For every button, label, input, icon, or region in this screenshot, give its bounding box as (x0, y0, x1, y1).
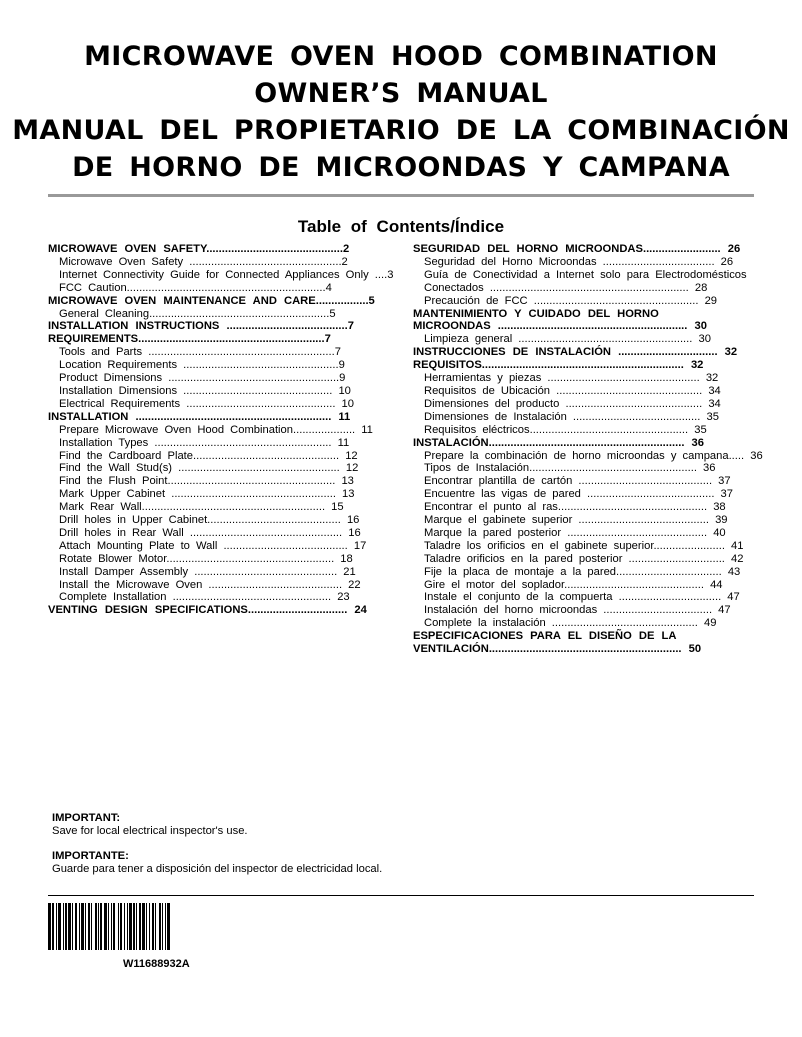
toc-entry: Attach Mounting Plate to Wall ........................................ 17 (59, 539, 367, 552)
toc-entry: Drill holes in Rear Wall ................................................. 16 (59, 526, 361, 539)
toc-entry: VENTILACIÓN.............................................................. 50 (413, 643, 702, 656)
toc-entry: Seguridad del Horno Microondas .................................... 26 (424, 255, 734, 268)
toc-entry: INSTALACIÓN............................................................... 36 (413, 436, 704, 449)
importante-heading: IMPORTANTE: (52, 850, 129, 862)
toc-entry: Marque el gabinete superior .......................................... 39 (424, 514, 728, 527)
toc-entry: MICROWAVE OVEN MAINTENANCE AND CARE.................5 (48, 294, 375, 307)
toc-entry: Encuentre las vigas de pared ......................................... 37 (424, 488, 734, 501)
title-line-2: OWNER’S MANUAL (254, 78, 548, 109)
toc-entry: Gire el motor del soplador............................................. 44 (424, 578, 723, 591)
important-heading: IMPORTANT: (52, 812, 121, 824)
title-divider (48, 194, 754, 197)
toc-entry: Marque la pared posterior ............................................. 40 (424, 526, 726, 539)
toc-entry: Find the Wall Stud(s) .................................................... 12 (59, 462, 359, 475)
toc-entry: Install the Microwave Oven ........................................... 22 (59, 578, 361, 591)
toc-entry: Dimensiones del producto ............................................ 34 (424, 397, 721, 410)
toc-column-spanish (413, 243, 769, 656)
toc-entry: Conectados ................................................................ 28 (424, 281, 708, 294)
title-line-1: MICROWAVE OVEN HOOD COMBINATION (84, 41, 718, 72)
toc-entry: INSTALLATION ............................................................... 11 (48, 410, 351, 423)
toc-entry: REQUIREMENTS............................................................7 (48, 333, 331, 346)
toc-entry: Requisitos de Ubicación ............................................... 34 (424, 384, 721, 397)
toc-entry: MICROWAVE OVEN SAFETY............................................2 (48, 243, 350, 255)
inspector-notes (52, 812, 382, 876)
toc-entry: Prepare Microwave Oven Hood Combination.................... 11 (59, 423, 373, 436)
title-line-3: MANUAL DEL PROPIETARIO DE LA COMBINACIÓN (12, 115, 790, 146)
toc-entry: Herramientas y piezas ................................................. 32 (424, 372, 719, 385)
part-number: W11688932A (123, 958, 190, 970)
toc-entry: Tipos de Instalación...................................................... 36 (424, 462, 716, 475)
toc-entry: FCC Caution................................................................4 (59, 281, 332, 294)
toc-entry: Requisitos eléctricos................................................... 35 (424, 423, 707, 436)
toc-entry: Dimensiones de Instalación ......................................... 35 (424, 410, 719, 423)
barcode (48, 903, 270, 950)
toc-entry: Find the Flush Point...................................................... 13 (59, 475, 354, 488)
toc-entry: Taladre orificios en la pared posterior ............................... 42 (424, 552, 744, 565)
toc-entry: Precaución de FCC ..................................................... 29 (424, 294, 718, 307)
toc-entry: MICROONDAS ............................................................. 30 (413, 320, 707, 333)
toc-entry: Electrical Requirements ................................................ 10 (59, 397, 354, 410)
toc-entry: Prepare la combinación de horno microondas y campana..... 36 (424, 449, 763, 462)
toc-entry: Find the Cardboard Plate............................................... 12 (59, 449, 358, 462)
toc-entry: Limpieza general ........................................................ 30 (424, 333, 711, 346)
toc-entry: Complete Installation ................................................... 23 (59, 591, 350, 604)
toc-entry: Rotate Blower Motor...................................................... 18 (59, 552, 353, 565)
toc-entry: Encontrar el punto al ras................................................ 38 (424, 501, 726, 514)
toc-entry: Guía de Conectividad a Internet solo para Electrodomésticos (424, 268, 747, 281)
toc-entry: Instale el conjunto de la compuerta ................................. 47 (424, 591, 740, 604)
toc-entry: INSTALLATION INSTRUCTIONS .......................................7 (48, 320, 354, 333)
toc-entry: MANTENIMIENTO Y CUIDADO DEL HORNO (413, 307, 659, 320)
toc-entry: Product Dimensions .......................................................9 (59, 372, 346, 385)
toc-entry: Instalación del horno microondas ................................... 47 (424, 604, 731, 617)
toc-entry: Location Requirements ..................................................9 (59, 359, 345, 372)
toc-entry: VENTING DESIGN SPECIFICATIONS................................ 24 (48, 604, 367, 617)
toc-heading: Table of Contents/Índice (297, 217, 505, 236)
footer-divider (48, 895, 754, 896)
toc-entry: REQUISITOS................................................................. 32 (413, 359, 704, 372)
importante-text: Guarde para tener a disposición del inspector de electricidad local. (52, 863, 383, 875)
toc-column-english (48, 243, 410, 617)
important-text: Save for local electrical inspector's use. (52, 825, 248, 837)
toc-entry: Complete la instalación ............................................... 49 (424, 617, 717, 630)
toc-entry: ESPECIFICACIONES PARA EL DISEÑO DE LA (413, 630, 677, 643)
toc-entry: Encontrar plantilla de cartón ........................................... 37 (424, 475, 731, 488)
toc-entry: Installation Types ......................................................... 11 (59, 436, 350, 449)
toc-entry: Fije la placa de montaje a la pared.................................. 43 (424, 565, 741, 578)
toc-entry: Installation Dimensions ................................................ 10 (59, 384, 351, 397)
toc-entry: Taladre los orificios en el gabinete superior....................... 41 (424, 539, 744, 552)
toc-entry: Mark Upper Cabinet ..................................................... 13 (59, 488, 355, 501)
toc-entry: Install Damper Assembly .............................................. 21 (59, 565, 356, 578)
toc-entry: Mark Rear Wall........................................................... 15 (59, 501, 344, 514)
toc-entry: Microwave Oven Safety .................................................2 (59, 255, 348, 268)
toc-entry: SEGURIDAD DEL HORNO MICROONDAS......................... 26 (413, 243, 741, 255)
title-line-4: DE HORNO DE MICROONDAS Y CAMPANA (72, 152, 730, 183)
toc-entry: INSTRUCCIONES DE INSTALACIÓN ................................ 32 (413, 346, 738, 359)
toc-entry: General Cleaning..........................................................5 (59, 307, 336, 320)
toc-entry: Tools and Parts ............................................................7 (59, 346, 341, 359)
toc-entry: Internet Connectivity Guide for Connected Appliances Only ....3 (59, 268, 394, 281)
toc-entry: Drill holes in Upper Cabinet........................................... 16 (59, 514, 360, 527)
manual-title-block (0, 38, 802, 186)
